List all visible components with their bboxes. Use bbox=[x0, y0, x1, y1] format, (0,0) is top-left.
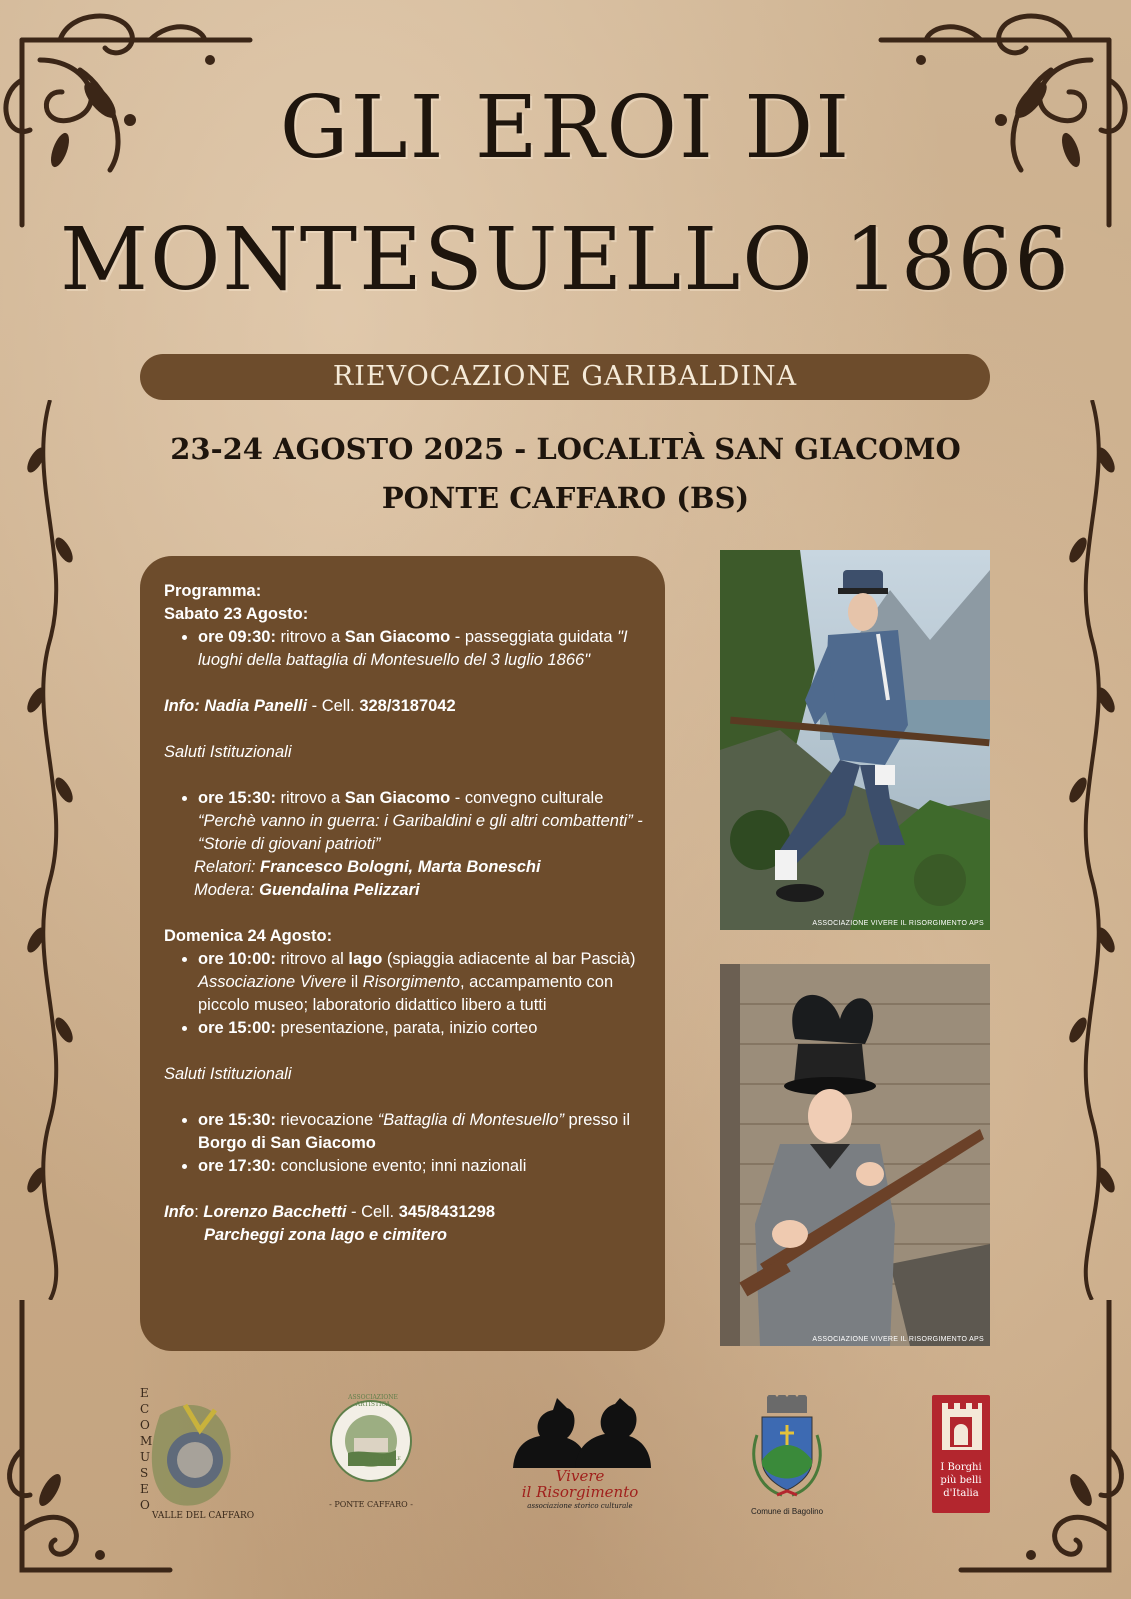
schedule-item: • ore 09:30: ritrovo a San Giacomo - passeggiata guidata "I luoghi della battaglia di Montesuello del 3 luglio 1866" bbox=[198, 626, 643, 672]
date-location-line-1: 23-24 AGOSTO 2025 - LOCALITÀ SAN GIACOMO bbox=[170, 432, 961, 466]
sunday-list-2 bbox=[164, 1109, 643, 1178]
schedule-item: • ore 15:00: presentazione, parata, inizio corteo bbox=[198, 1017, 643, 1040]
vine-ornament-right bbox=[1060, 400, 1120, 1300]
vine-ornament-left bbox=[22, 400, 82, 1300]
schedule-item: • ore 15:30: ritrovo a San Giacomo - convegno culturale “Perchè vanno in guerra: i Garibaldini e gli altri combattenti” - “Storie di giovani patrioti” bbox=[198, 787, 643, 856]
program-panel bbox=[140, 556, 665, 1351]
photo-plumed-hat-soldier bbox=[720, 964, 990, 1346]
vivere-line-2: il Risorgimento bbox=[521, 1483, 639, 1501]
sunday-info: Info: Lorenzo Bacchetti - Cell. 345/8431298 bbox=[164, 1203, 496, 1221]
moderator: Modera: Guendalina Pelizzari bbox=[194, 881, 420, 899]
speakers: Relatori: Francesco Bologni, Marta Boneschi bbox=[194, 858, 541, 876]
schedule-item: • ore 17:30: conclusione evento; inni nazionali bbox=[198, 1155, 643, 1178]
saturday-greetings: Saluti Istituzionali bbox=[164, 743, 292, 761]
ecomuseo-subtitle: VALLE DEL CAFFARO bbox=[152, 1511, 255, 1521]
logo-ecomuseo bbox=[130, 1385, 255, 1525]
schedule-item: • ore 10:00: ritrovo al lago (spiaggia adiacente al bar Pascià) Associazione Vivere il Risorgimento, accampamento con piccolo museo; laboratorio didattico libero a tutti bbox=[198, 948, 643, 1017]
logo-comune-di-bagolino bbox=[742, 1395, 832, 1520]
date-location-line-2: PONTE CAFFARO (BS) bbox=[381, 481, 750, 515]
photo-blue-uniform-soldier bbox=[720, 550, 990, 930]
saturday-info: Info: Nadia Panelli - Cell. 328/3187042 bbox=[164, 697, 456, 715]
assoc-ring-top-text: ASSOCIAZIONE ARTISTICA bbox=[348, 1394, 398, 1408]
borghi-line-2: più belli bbox=[940, 1475, 982, 1486]
logo-vivere-il-risorgimento bbox=[505, 1398, 655, 1513]
assoc-caption: - PONTE CAFFARO - bbox=[329, 1500, 413, 1509]
photo-credit: ASSOCIAZIONE VIVERE IL RISORGIMENTO APS bbox=[812, 1336, 984, 1343]
borghi-line-3: d'Italia bbox=[943, 1488, 979, 1499]
comune-caption: Comune di Bagolino bbox=[750, 1507, 824, 1516]
vivere-subtitle: associazione storico culturale bbox=[527, 1502, 633, 1510]
vivere-line-1: Vivere bbox=[555, 1467, 605, 1485]
borghi-line-1: I Borghi bbox=[940, 1462, 982, 1473]
parking-note: Parcheggi zona lago e cimitero bbox=[204, 1226, 447, 1244]
schedule-item: • ore 15:30: rievocazione “Battaglia di Montesuello” presso il Borgo di San Giacomo bbox=[198, 1109, 643, 1155]
title-line-1: GLI EROI DI bbox=[279, 78, 852, 178]
ecomuseo-vertical-text: ECOMUSEO bbox=[140, 1386, 153, 1512]
title-line-2: MONTESUELLO 1866 bbox=[59, 210, 1072, 310]
program-heading: Programma: bbox=[164, 582, 262, 600]
logo-borghi-piu-belli bbox=[932, 1395, 990, 1513]
assoc-ring-side-text: CULTURALE ONLUS bbox=[368, 1456, 401, 1468]
logo-associazione-artistica bbox=[328, 1394, 414, 1513]
sunday-list-1 bbox=[164, 948, 643, 1040]
saturday-morning-list bbox=[164, 626, 643, 672]
photo-credit: ASSOCIAZIONE VIVERE IL RISORGIMENTO APS bbox=[812, 920, 984, 927]
sunday-greetings: Saluti Istituzionali bbox=[164, 1065, 292, 1083]
sunday-heading: Domenica 24 Agosto: bbox=[164, 927, 333, 945]
saturday-afternoon-list bbox=[164, 787, 643, 856]
saturday-heading: Sabato 23 Agosto: bbox=[164, 605, 309, 623]
subtitle-banner: RIEVOCAZIONE GARIBALDINA bbox=[140, 354, 990, 400]
